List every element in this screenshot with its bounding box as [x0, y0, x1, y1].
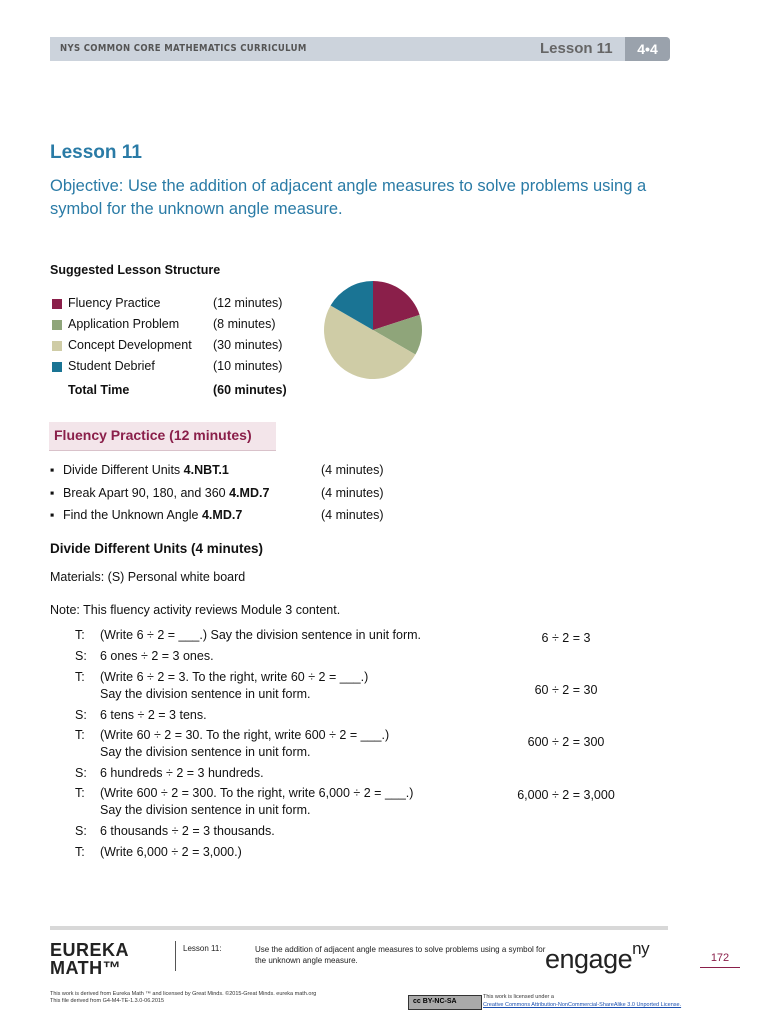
activity-name: Find the Unknown Angle	[63, 508, 202, 522]
structure-time: (10 minutes)	[213, 359, 283, 373]
activity-standard: 4.MD.7	[201, 508, 243, 522]
dialogue-text: 6 ones ÷ 2 = 3 ones.	[100, 649, 214, 663]
bullet: ▪	[50, 463, 55, 477]
legend-swatch	[52, 299, 62, 309]
logo-sup: ny	[632, 939, 650, 958]
speaker: S:	[75, 766, 87, 780]
speaker: S:	[75, 708, 87, 722]
structure-time: (12 minutes)	[213, 296, 283, 310]
page-number-rule	[700, 967, 740, 968]
legend-swatch	[52, 341, 62, 351]
license-line: This work is licensed under a	[483, 994, 554, 1000]
total-label: Total Time	[68, 383, 130, 397]
speaker: T:	[75, 628, 85, 642]
structure-name: Fluency Practice	[68, 296, 161, 310]
license-line: This work is derived from Eureka Math ™ and licensed by Great Minds. ©2015-Great Minds. eureka math.org	[50, 991, 317, 997]
activity-name: Break Apart 90, 180, and 360	[63, 486, 230, 500]
legend-swatch	[52, 320, 62, 330]
board-equation: 6,000 ÷ 2 = 3,000	[517, 788, 615, 802]
structure-name: Application Problem	[68, 317, 180, 331]
cc-license-badge[interactable]	[408, 995, 482, 1010]
note: Note: This fluency activity reviews Module 3 content.	[50, 603, 341, 617]
dialogue-text: 6 hundreds ÷ 2 = 3 hundreds.	[100, 766, 264, 780]
logo-line: EUREKA	[50, 940, 130, 960]
curriculum-name: NYS COMMON CORE MATHEMATICS CURRICULUM	[60, 43, 307, 54]
lesson-objective: Objective: Use the addition of adjacent angle measures to solve problems using a symbol for the unknown angle measure.	[50, 177, 647, 218]
engageny-logo	[545, 939, 650, 975]
section-heading: Divide Different Units (4 minutes)	[50, 541, 264, 556]
materials: Materials: (S) Personal white board	[50, 570, 246, 584]
dialogue-text: (Write 6 ÷ 2 = 3. To the right, write 60 ÷ 2 = ___.)	[100, 670, 369, 684]
module-badge: 4•4	[625, 37, 670, 61]
structure-title: Suggested Lesson Structure	[50, 263, 221, 277]
activity-time: (4 minutes)	[321, 486, 384, 500]
board-equation: 6 ÷ 2 = 3	[541, 631, 591, 645]
speaker: T:	[75, 786, 85, 800]
dialogue-text: (Write 600 ÷ 2 = 300. To the right, write 6,000 ÷ 2 = ___.)	[100, 786, 414, 800]
dialogue-text: (Write 6 ÷ 2 = ___.) Say the division sentence in unit form.	[100, 628, 422, 642]
footer-objective: Use the addition of adjacent angle measures to solve problems using a symbol for the unknown angle measure.	[255, 945, 546, 965]
curriculum-header	[50, 37, 670, 61]
bullet: ▪	[50, 508, 55, 522]
activity-time: (4 minutes)	[321, 508, 384, 522]
fluency-heading	[49, 422, 276, 451]
logo-text: engage	[545, 944, 633, 974]
dialogue-text: 6 tens ÷ 2 = 3 tens.	[100, 708, 207, 722]
dialogue-text: Say the division sentence in unit form.	[100, 687, 311, 701]
dialogue-text: Say the division sentence in unit form.	[100, 803, 311, 817]
page-number: 172	[710, 952, 730, 964]
board-equation: 600 ÷ 2 = 300	[527, 735, 605, 749]
lesson-time-pie	[323, 280, 423, 380]
footer-lesson: Lesson 11:	[183, 944, 222, 953]
total-time: (60 minutes)	[213, 383, 287, 397]
fluency-heading-text: Fluency Practice (12 minutes)	[54, 427, 252, 443]
activity-name: Divide Different Units	[63, 463, 184, 477]
speaker: T:	[75, 728, 85, 742]
lesson-title: Lesson 11	[50, 142, 142, 163]
dialogue-text: (Write 60 ÷ 2 = 30. To the right, write 600 ÷ 2 = ___.)	[100, 728, 390, 742]
dialogue-text: Say the division sentence in unit form.	[100, 745, 311, 759]
activity-standard: 4.MD.7	[229, 486, 270, 500]
structure-time: (30 minutes)	[213, 338, 283, 352]
speaker: S:	[75, 649, 87, 663]
license-line: This file derived from G4-M4-TE-1.3.0-06.2015	[50, 998, 165, 1004]
legend-swatch	[52, 362, 62, 372]
license-link[interactable]: Creative Commons Attribution-NonCommercial-ShareAlike 3.0 Unported License.	[483, 1002, 682, 1008]
eureka-math-logo	[50, 941, 129, 977]
dialogue-text: 6 thousands ÷ 2 = 3 thousands.	[100, 824, 275, 838]
bullet: ▪	[50, 486, 55, 500]
logo-line: MATH™	[50, 958, 122, 978]
license-left	[50, 991, 410, 1005]
footer-divider	[175, 941, 176, 971]
footer-rule	[50, 926, 668, 930]
speaker: S:	[75, 824, 87, 838]
structure-name: Student Debrief	[68, 359, 155, 373]
speaker: T:	[75, 845, 85, 859]
cc-badge-text: cc BY-NC-SA	[413, 998, 457, 1005]
activity-standard: 4.NBT.1	[183, 463, 229, 477]
header-lesson: Lesson 11	[540, 40, 613, 57]
speaker: T:	[75, 670, 85, 684]
board-equation: 60 ÷ 2 = 30	[534, 683, 598, 697]
activity-time: (4 minutes)	[321, 463, 384, 477]
structure-name: Concept Development	[68, 338, 192, 352]
license-right	[483, 993, 681, 1009]
dialogue-text: (Write 6,000 ÷ 2 = 3,000.)	[100, 845, 242, 859]
structure-time: (8 minutes)	[213, 317, 276, 331]
